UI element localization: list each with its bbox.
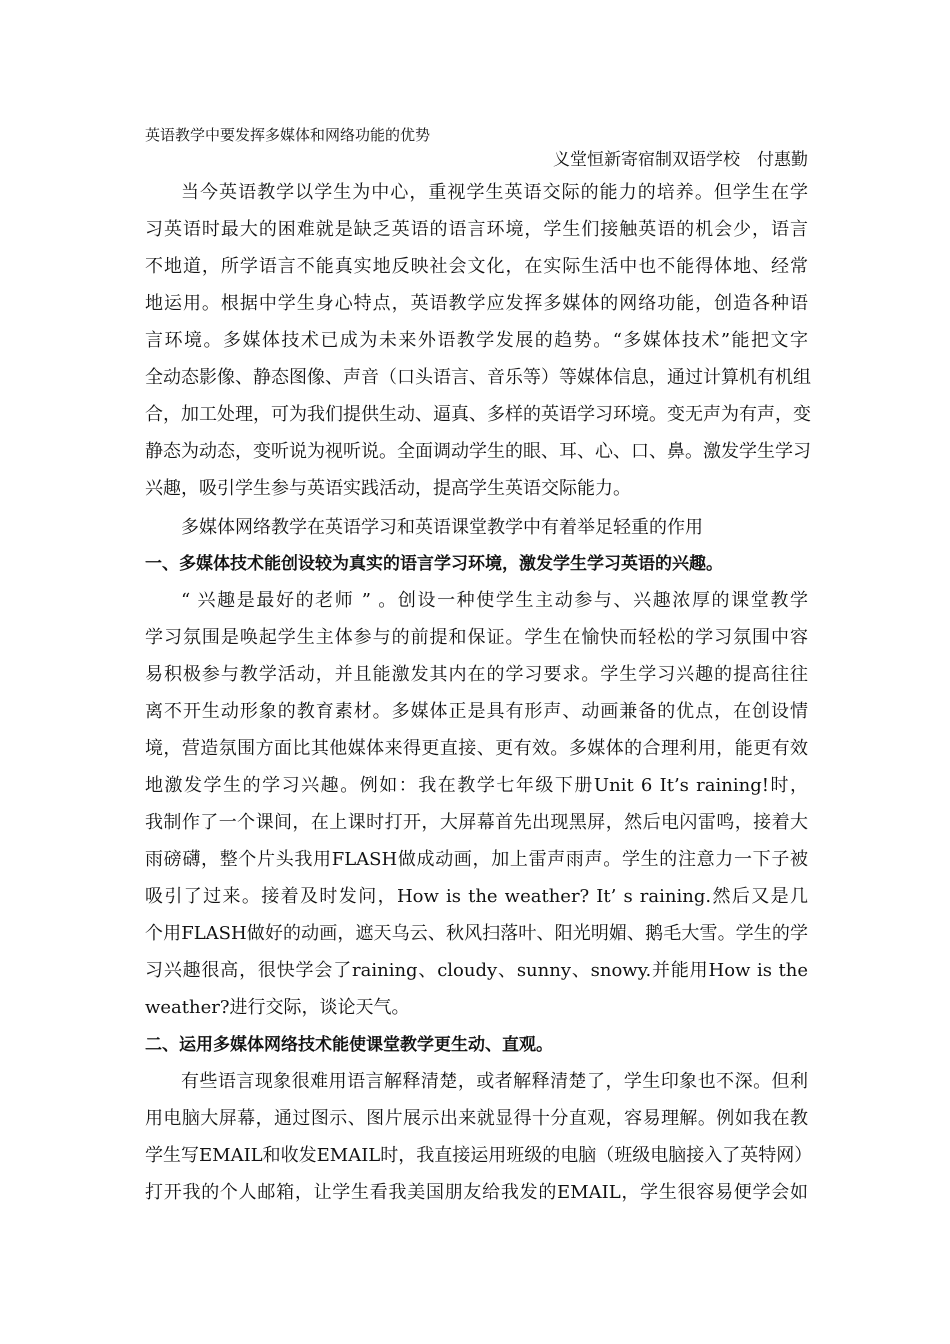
paragraph-line: 学习氛围是唤起学生主体参与的前提和保证。学生在愉快而轻松的学习氛围中容	[145, 627, 808, 648]
paragraph-line: 吸引了过来。接着及时发问，How is the weather? It’ s raining.然后又是几	[145, 886, 808, 907]
paragraph-line: 学生写EMAIL和收发EMAIL时，我直接运用班级的电脑（班级电脑接入了英特网）	[145, 1145, 813, 1166]
paragraph-line: 易积极参与教学活动，并且能激发其内在的学习要求。学生学习兴趣的提高往往	[145, 664, 808, 685]
author-byline: 义堂恒新寄宿制双语学校 付惠勤	[553, 150, 808, 170]
paragraph-line: 当今英语教学以学生为中心，重视学生英语交际的能力的培养。但学生在学	[181, 182, 808, 203]
paragraph-line: 习兴趣很高，很快学会了raining、cloudy、sunny、snowy.并能用How is the	[145, 960, 808, 981]
paragraph-line: 不地道，所学语言不能真实地反映社会文化，在实际生活中也不能得体地、经常	[145, 256, 808, 277]
paragraph-line: 我制作了一个课间，在上课时打开，大屏幕首先出现黑屏，然后电闪雷鸣，接着大	[145, 812, 808, 833]
paragraph-line: 习英语时最大的困难就是缺乏英语的语言环境，学生们接触英语的机会少，语言	[145, 219, 808, 240]
paragraph-line: 离不开生动形象的教育素材。多媒体正是具有形声、动画兼备的优点，在创设情	[145, 701, 808, 722]
section-heading: 一、多媒体技术能创设较为真实的语言学习环境，激发学生学习英语的兴趣。	[145, 554, 723, 574]
paragraph-line: 静态为动态，变听说为视听说。全面调动学生的眼、耳、心、口、鼻。激发学生学习	[145, 441, 811, 462]
paragraph-line: 合，加工处理，可为我们提供生动、逼真、多样的英语学习环境。变无声为有声，变	[145, 404, 811, 425]
paragraph-line: 个用FLASH做好的动画，遮天乌云、秋风扫落叶、阳光明媚、鹅毛大雪。学生的学	[145, 923, 808, 944]
paragraph-line: 兴趣，吸引学生参与英语实践活动，提高学生英语交际能力。	[145, 478, 631, 499]
paragraph-line: 有些语言现象很难用语言解释清楚，或者解释清楚了，学生印象也不深。但利	[181, 1071, 808, 1092]
paragraph-line: 境，营造氛围方面比其他媒体来得更直接、更有效。多媒体的合理利用，能更有效	[145, 738, 808, 759]
paragraph-line: 言环境。多媒体技术已成为未来外语教学发展的趋势。“多媒体技术”能把文字	[145, 330, 808, 351]
paragraph-line: 打开我的个人邮箱，让学生看我美国朋友给我发的EMAIL，学生很容易便学会如	[145, 1182, 808, 1203]
document-title: 英语教学中要发挥多媒体和网络功能的优势	[145, 126, 431, 144]
paragraph-line: 用电脑大屏幕，通过图示、图片展示出来就显得十分直观，容易理解。例如我在教	[145, 1108, 808, 1129]
section-heading: 二、运用多媒体网络技术能使课堂教学更生动、直观。	[145, 1035, 553, 1055]
section-subtitle: 多媒体网络教学在英语学习和英语课堂教学中有着举足轻重的作用	[181, 517, 703, 538]
paragraph-line: “ 兴趣是最好的老师 ” 。创设一种使学生主动参与、兴趣浓厚的课堂教学	[181, 590, 808, 611]
paragraph-line: weather?进行交际，谈论天气。	[145, 997, 410, 1018]
paragraph-line: 雨磅礴，整个片头我用FLASH做成动画，加上雷声雨声。学生的注意力一下子被	[145, 849, 808, 870]
paragraph-line: 全动态影像、静态图像、声音（口头语言、音乐等）等媒体信息，通过计算机有机组	[145, 367, 811, 388]
paragraph-line: 地运用。根据中学生身心特点，英语教学应发挥多媒体的网络功能，创造各种语	[145, 293, 808, 314]
paragraph-line: 地激发学生的学习兴趣。例如：我在教学七年级下册Unit 6 It’s raining!时，	[145, 775, 808, 796]
